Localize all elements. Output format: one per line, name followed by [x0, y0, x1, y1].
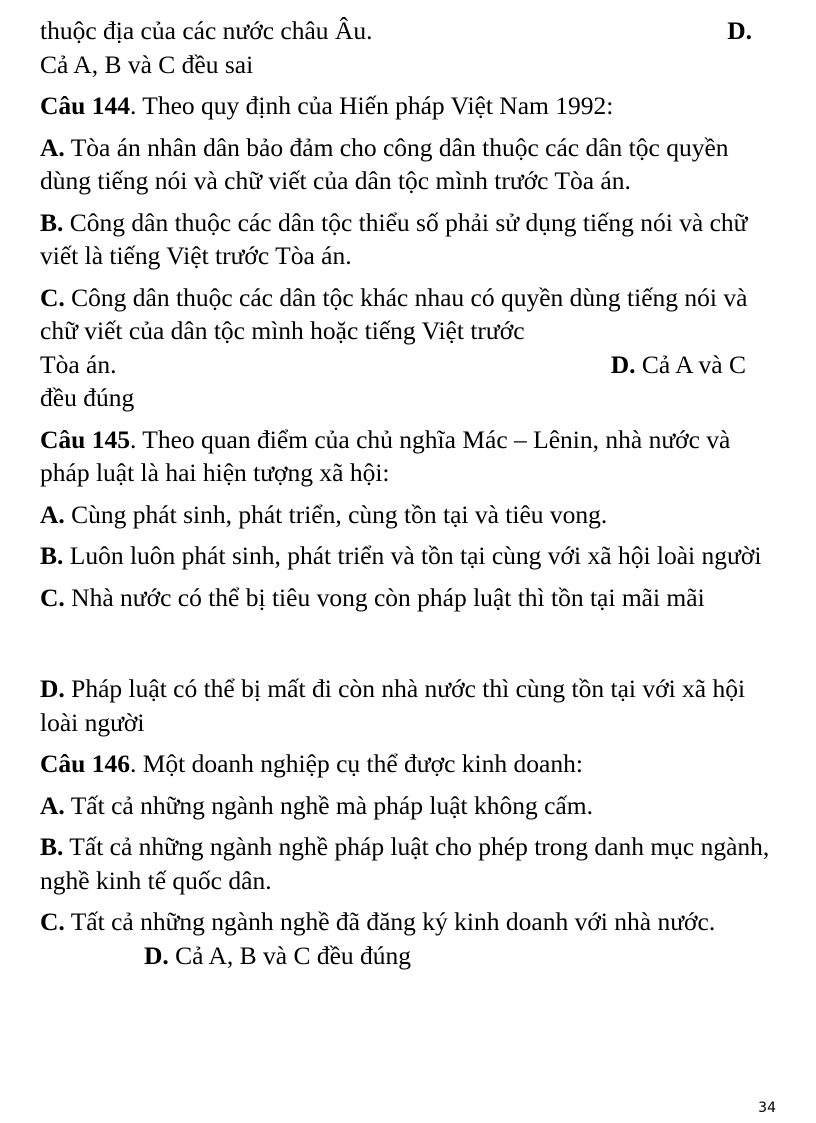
q146-b-label: B. — [40, 832, 64, 861]
q143-tail-text: thuộc địa của các nước châu Âu. — [40, 16, 373, 45]
q144-a-label: A. — [40, 132, 65, 162]
q146-question-text: . Một doanh nghiệp cụ thể được kinh doanh: — [129, 749, 583, 778]
q146-a-text: Tất cả những ngành nghề mà pháp luật không cấm. — [64, 790, 593, 820]
q144-d-text-end: đều đúng — [40, 383, 135, 412]
page-number: 34 — [758, 1100, 776, 1116]
document-page — [40, 14, 780, 980]
q144-c-line — [40, 281, 780, 348]
q145-question — [40, 423, 780, 490]
q145-option-b — [40, 539, 780, 573]
blank-gap — [40, 622, 780, 672]
q143-d-label: D. — [727, 16, 752, 45]
q146-option-b — [40, 830, 780, 897]
q146-c-text: Tất cả những ngành nghề đã đăng ký kinh doanh với nhà nước. — [64, 907, 716, 936]
q145-a-text: Cùng phát sinh, phát triển, cùng tồn tại và tiêu vong. — [64, 499, 608, 529]
q144-d-text: Cả A và C — [635, 349, 746, 379]
q146-d-text: Cả A, B và C đều đúng — [168, 940, 412, 970]
q144-a-text: Tòa án nhân dân bảo đảm cho công dân thuộc các dân tộc quyền dùng tiếng nói và chữ viết của dân tộc mình trước Tòa án. — [40, 132, 729, 195]
q145-option-d — [40, 672, 780, 739]
q145-b-label: B. — [40, 541, 64, 570]
q145-c-label: C. — [40, 582, 65, 612]
q144-b-text: Công dân thuộc các dân tộc thiểu số phải sử dụng tiếng nói và chữ viết là tiếng Việt trước Tòa án. — [40, 207, 748, 270]
q143-tail — [40, 14, 780, 81]
q146-label: Câu 146 — [40, 749, 130, 778]
q144-c-d-line — [40, 348, 780, 382]
q144-option-b — [40, 206, 780, 273]
q144-option-a — [40, 131, 780, 198]
q144-label: Câu 144 — [40, 91, 130, 120]
q144-c-text: Công dân thuộc các dân tộc khác nhau có quyền dùng tiếng nói và chữ viết của dân tộc mình hoặc tiếng Việt trước — [40, 282, 748, 345]
q145-c-text: Nhà nước có thể bị tiêu vong còn pháp luật thì tồn tại mãi mãi — [64, 582, 705, 612]
q143-d-text: Cả A, B và C đều sai — [40, 49, 254, 79]
q145-question-text: . Theo quan điểm của chủ nghĩa Mác – Lênin, nhà nước và pháp luật là hai hiện tượng xã hội: — [40, 424, 731, 487]
q144-option-c — [40, 281, 780, 415]
q144-b-label: B. — [40, 207, 64, 237]
q146-option-a — [40, 789, 780, 823]
q145-b-text: Luôn luôn phát sinh, phát triển và tồn tại cùng với xã hội loài người — [63, 541, 762, 570]
q145-d-label: D. — [40, 674, 65, 703]
q144-question-text: . Theo quy định của Hiến pháp Việt Nam 1992: — [129, 91, 614, 120]
q145-option-c — [40, 581, 780, 615]
q146-question — [40, 747, 780, 781]
q145-label: Câu 145 — [40, 424, 130, 454]
q144-option-d — [611, 348, 780, 382]
q143-tail-line — [40, 14, 780, 48]
q144-question — [40, 89, 780, 123]
q146-a-label: A. — [40, 790, 65, 820]
q145-option-a — [40, 498, 780, 532]
q146-option-c — [40, 905, 780, 972]
q146-b-text: Tất cả những ngành nghề pháp luật cho phép trong danh mục ngành, nghề kinh tế quốc dân. — [40, 832, 770, 895]
q144-c-label: C. — [40, 282, 65, 312]
q145-d-text: Pháp luật có thể bị mất đi còn nhà nước thì cùng tồn tại với xã hội loài người — [40, 674, 746, 737]
q146-d-label: D. — [144, 940, 169, 970]
q144-c-text-end: Tòa án. — [40, 349, 117, 379]
q145-a-label: A. — [40, 499, 65, 529]
q146-c-label: C. — [40, 907, 65, 936]
q144-d-label: D. — [610, 349, 636, 379]
